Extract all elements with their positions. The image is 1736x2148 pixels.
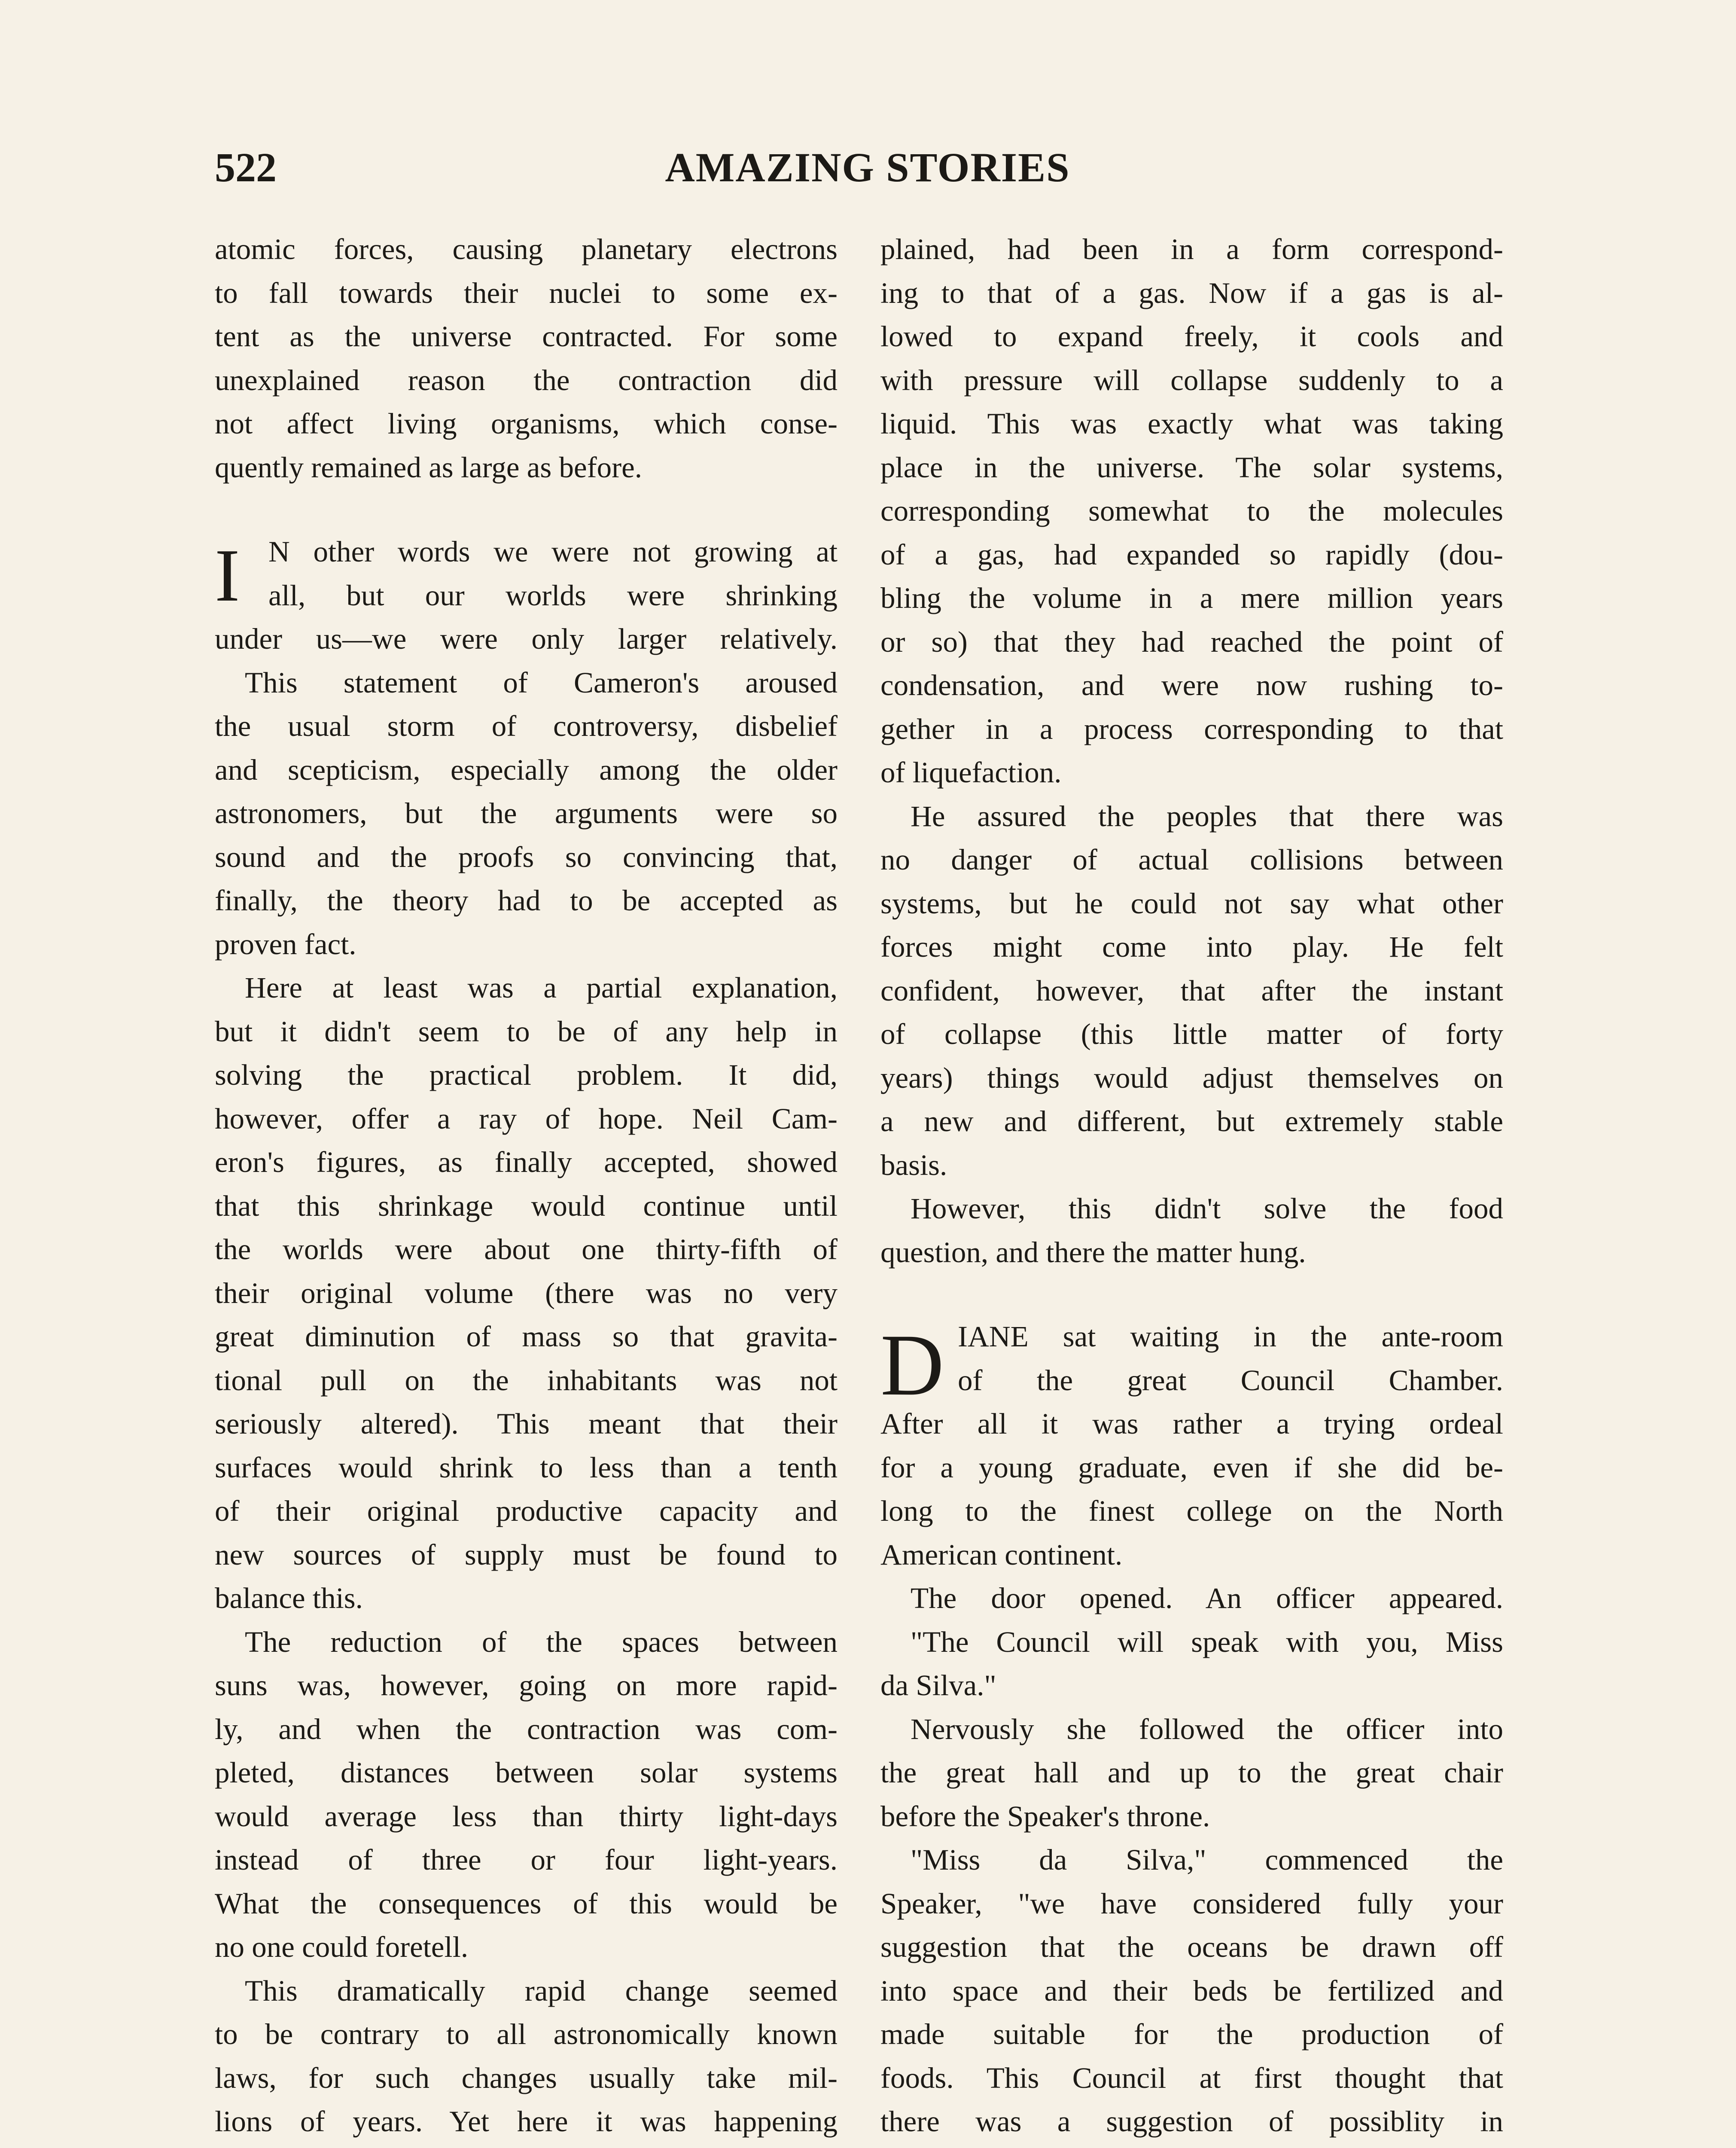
text-line: surfaces would shrink to less than a tenth: [215, 1451, 838, 1484]
text-line: proven fact.: [215, 928, 356, 961]
text-line: What the consequences of this would be: [215, 1887, 838, 1920]
text-line: however, offer a ray of hope. Neil Cam-: [215, 1102, 838, 1135]
text-line: the great hall and up to the great chair: [880, 1756, 1503, 1789]
text-line: "The Council will speak with you, Miss: [911, 1625, 1503, 1658]
text-line: gether in a process corresponding to that: [880, 712, 1503, 745]
text-line: solving the practical problem. It did,: [215, 1059, 838, 1091]
text-line: However, this didn't solve the food: [911, 1192, 1503, 1225]
text-line: question, and there the matter hung.: [880, 1236, 1306, 1269]
text-line: place in the universe. The solar systems,: [880, 451, 1503, 484]
text-line: plained, had been in a form correspond-: [880, 233, 1503, 265]
text-line: confident, however, that after the instant: [880, 974, 1503, 1007]
text-line: This dramatically rapid change seemed: [245, 1974, 838, 2007]
text-line: pleted, distances between solar systems: [215, 1756, 838, 1789]
text-line: no one could foretell.: [215, 1931, 469, 1963]
text-line: da Silva.": [880, 1669, 996, 1702]
text-line: years) things would adjust themselves on: [880, 1061, 1503, 1094]
text-line: This statement of Cameron's aroused: [245, 666, 838, 699]
text-line: After all it was rather a trying ordeal: [880, 1407, 1503, 1440]
text-line: [215, 2144, 838, 2148]
text-line: foods. This Council at first thought that: [880, 2061, 1503, 2094]
text-line: not affect living organisms, which conse-: [215, 407, 838, 440]
text-line: N other words we were not growing at: [268, 535, 838, 568]
text-line: ly, and when the contraction was com-: [215, 1712, 838, 1745]
text-line: and scepticism, especially among the older: [215, 753, 838, 786]
text-line: Nervously she followed the officer into: [911, 1712, 1503, 1745]
magazine-title: AMAZING STORIES: [665, 144, 1070, 190]
text-line: with pressure will collapse suddenly to a: [880, 363, 1503, 397]
text-line: before the Speaker's throne.: [880, 1800, 1210, 1833]
drop-cap: I: [215, 534, 240, 617]
text-line: a new and different, but extremely stable: [880, 1105, 1503, 1138]
text-line: long to the finest college on the North: [880, 1495, 1503, 1527]
text-line: new sources of supply must be found to: [215, 1538, 838, 1571]
text-line: the worlds were about one thirty-fifth of: [215, 1233, 838, 1266]
text-line: corresponding somewhat to the molecules: [880, 494, 1503, 527]
text-line: basis.: [880, 1148, 947, 1181]
text-line: made suitable for the production of: [880, 2018, 1503, 2050]
text-line: tional pull on the inhabitants was not: [215, 1364, 838, 1397]
section-break: [215, 489, 838, 530]
text-line: there was a suggestion of possiblity in: [880, 2105, 1503, 2138]
text-line: eron's figures, as finally accepted, showed: [215, 1146, 838, 1178]
left-column: [215, 228, 838, 2148]
text-line: to fall towards their nuclei to some ex-: [215, 276, 838, 309]
text-line: IANE sat waiting in the ante-room: [958, 1320, 1503, 1353]
text-line: lions of years. Yet here it was happening: [215, 2105, 838, 2138]
page-header: [215, 137, 1520, 198]
text-line: tent as the universe contracted. For some: [215, 320, 838, 353]
text-line: Here at least was a partial explanation,: [245, 971, 838, 1004]
text-line: into space and their beds be fertilized and: [880, 1974, 1503, 2007]
text-line: condensation, and were now rushing to-: [880, 669, 1503, 702]
text-line: no danger of actual collisions between: [880, 843, 1503, 876]
text-line: sound and the proofs so convincing that,: [215, 840, 838, 873]
text-line: laws, for such changes usually take mil-: [215, 2061, 838, 2094]
text-line: astronomers, but the arguments were so: [215, 797, 838, 830]
text-line: seriously altered). This meant that their: [215, 1407, 838, 1440]
text-line: systems, but he could not say what other: [880, 887, 1503, 920]
text-line: unexplained reason the contraction did: [215, 363, 838, 397]
text-line: "Miss da Silva," commenced the: [911, 1843, 1503, 1876]
right-column: [880, 228, 1503, 2148]
text-line: all, but our worlds were shrinking: [268, 579, 838, 612]
text-line: their original volume (there was no very: [215, 1276, 838, 1309]
page-number: 522: [215, 144, 277, 190]
text-line: of their original productive capacity and: [215, 1495, 838, 1527]
text-line: atomic forces, causing planetary electrons: [215, 233, 838, 265]
text-line: suns was, however, going on more rapid-: [215, 1669, 838, 1702]
text-line: of collapse (this little matter of forty: [880, 1018, 1503, 1050]
text-line: American continent.: [880, 1538, 1123, 1571]
text-line: lowed to expand freely, it cools and: [880, 320, 1503, 353]
text-line: the usual storm of controversy, disbelief: [215, 710, 838, 742]
text-line: He assured the peoples that there was: [911, 799, 1503, 833]
text-line: quently remained as large as before.: [215, 451, 642, 484]
text-line: Speaker, "we have considered fully your: [880, 1887, 1503, 1920]
text-line: for a young graduate, even if she did be-: [880, 1451, 1503, 1484]
text-line: The door opened. An officer appeared.: [911, 1582, 1503, 1614]
text-line: forces might come into play. He felt: [880, 931, 1503, 963]
text-line: of liquefaction.: [880, 756, 1062, 789]
text-line: [880, 2144, 1503, 2148]
text-line: ing to that of a gas. Now if a gas is al-: [880, 276, 1503, 309]
text-line: of a gas, had expanded so rapidly (dou-: [880, 538, 1503, 571]
text-line: instead of three or four light-years.: [215, 1843, 838, 1876]
drop-cap: D: [880, 1316, 944, 1414]
text-line: suggestion that the oceans be drawn off: [880, 1931, 1503, 1963]
text-line: but it didn't seem to be of any help in: [215, 1015, 838, 1048]
text-line: under us—we were only larger relatively.: [215, 622, 838, 655]
text-line: finally, the theory had to be accepted as: [215, 884, 838, 917]
text-line: or so) that they had reached the point of: [880, 625, 1503, 658]
text-line: bling the volume in a mere million years: [880, 582, 1503, 614]
text-line: would average less than thirty light-days: [215, 1800, 838, 1833]
text-line: liquid. This was exactly what was taking: [880, 407, 1503, 440]
section-break: [880, 1274, 1503, 1315]
text-line: The reduction of the spaces between: [245, 1625, 838, 1658]
text-line: balance this.: [215, 1582, 363, 1614]
text-line: that this shrinkage would continue until: [215, 1189, 838, 1222]
text-line: of the great Council Chamber.: [958, 1364, 1503, 1397]
text-line: great diminution of mass so that gravita-: [215, 1320, 838, 1353]
text-line: to be contrary to all astronomically known: [215, 2018, 838, 2050]
